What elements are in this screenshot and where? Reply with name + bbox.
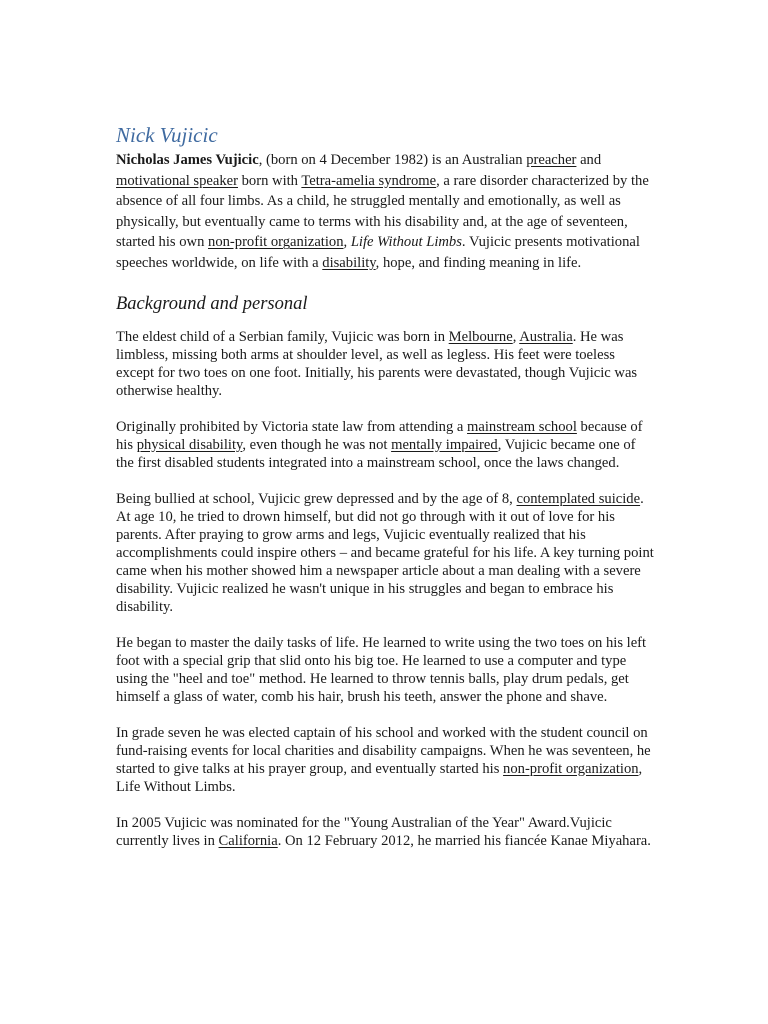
- document-page: [116, 122, 656, 868]
- link-preacher[interactable]: preacher: [526, 152, 577, 168]
- paragraph-text: , even though he was not: [242, 436, 392, 453]
- intro-text: born with: [237, 172, 302, 189]
- paragraph-text: . At age 10, he tried to drown himself, but did not go through with it out of love for his parents. After praying to grow arms and legs, Vujicic eventually realized that his accomplishments could inspire others – and became grateful for his life. A key turning point came when his mother showed him a newspaper article about a man dealing with a severe disability. Vujicic realized he wasn't unique in his struggles and began to embrace his disability.: [116, 490, 654, 615]
- paragraph-school-captain: [116, 724, 656, 796]
- paragraph-text: In 2005 Vujicic was nominated for the "Young Australian of the Year" Award.Vujicic currently lives in: [116, 814, 612, 849]
- paragraph-text: because of his: [116, 418, 643, 453]
- paragraph-text: Being bullied at school, Vujicic grew depressed and by the age of 8,: [116, 490, 517, 507]
- paragraph-schooling: [116, 418, 656, 472]
- intro-text: , (born on 4 December 1982) is an Australian: [258, 152, 527, 168]
- link-melbourne[interactable]: Melbourne: [448, 328, 513, 345]
- link-non-profit-organization[interactable]: non-profit organization: [208, 234, 344, 251]
- link-mentally-impaired[interactable]: mentally impaired: [391, 436, 498, 453]
- intro-paragraph: [116, 150, 656, 274]
- link-disability[interactable]: disability: [322, 254, 376, 271]
- link-tetra-amelia-syndrome[interactable]: Tetra-amelia syndrome: [301, 172, 437, 189]
- link-australia[interactable]: Australia: [519, 328, 573, 345]
- paragraph-text: ,: [512, 328, 520, 345]
- intro-text: and: [576, 152, 602, 168]
- paragraph-text: , Vujicic became one of the first disabled students integrated into a mainstream school, once the laws changed.: [116, 436, 636, 471]
- intro-text: , a rare disorder characterized by the absence of all four limbs. As a child, he struggled mentally and emotionally, as well as physically, but eventually came to terms with his disability and, at the age of seventeen, started his own: [116, 172, 649, 251]
- link-contemplated-suicide[interactable]: contemplated suicide: [516, 490, 641, 507]
- paragraph-birth: [116, 328, 656, 400]
- subject-name: Nicholas James Vujicic: [116, 152, 259, 168]
- paragraph-daily-tasks: He began to master the daily tasks of life. He learned to write using the two toes on his left foot with a special grip that slid onto his big toe. He learned to use a computer and type using the "heel and toe" method. He learned to throw tennis balls, play drum pedals, get himself a glass of water, comb his hair, brush his teeth, answer the phone and shave.: [116, 634, 647, 705]
- link-motivational-speaker[interactable]: motivational speaker: [116, 172, 238, 189]
- link-non-profit-organization[interactable]: non-profit organization: [503, 760, 639, 777]
- paragraph-text: , Life Without Limbs.: [116, 760, 643, 795]
- paragraph-text: The eldest child of a Serbian family, Vujicic was born in: [116, 328, 449, 345]
- intro-text: ,: [343, 234, 351, 251]
- paragraph-text: . He was limbless, missing both arms at shoulder level, as well as legless. His feet were toeless except for two toes on one foot. Initially, his parents were devastated, though Vujicic was otherwise healthy.: [116, 328, 638, 399]
- paragraph-text: . On 12 February 2012, he married his fiancée Kanae Miyahara.: [277, 832, 651, 849]
- link-california[interactable]: California: [218, 832, 278, 849]
- paragraph-text: Originally prohibited by Victoria state law from attending a: [116, 418, 468, 435]
- paragraph-bullying: [116, 490, 656, 616]
- organization-name: Life Without Limbs: [350, 234, 462, 251]
- page-title: Nick Vujicic: [116, 123, 218, 147]
- link-mainstream-school[interactable]: mainstream school: [467, 418, 577, 435]
- paragraph-text: In grade seven he was elected captain of his school and worked with the student council on fund-raising events for local charities and disability campaigns. When he was seventeen, he started to give talks at his prayer group, and eventually started his: [116, 724, 651, 777]
- link-physical-disability[interactable]: physical disability: [136, 436, 243, 453]
- section-heading: Background and personal: [116, 293, 308, 314]
- paragraph-award: [116, 814, 656, 850]
- intro-text: , hope, and finding meaning in life.: [375, 254, 582, 271]
- intro-text: . Vujicic presents motivational speeches worldwide, on life with a: [116, 234, 640, 271]
